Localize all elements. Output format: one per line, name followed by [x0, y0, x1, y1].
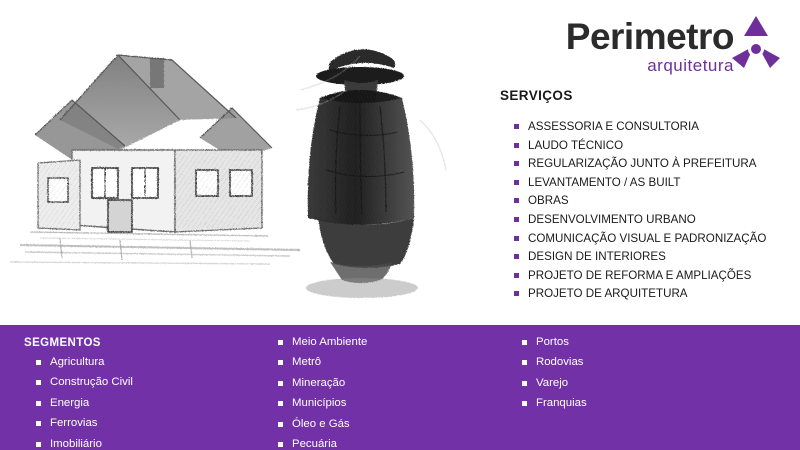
- logo-subtitle: arquitetura: [647, 56, 734, 75]
- segment-item: Rodovias: [520, 357, 587, 377]
- service-item: LAUDO TÉCNICO: [514, 140, 796, 159]
- segment-item: Imobiliário: [34, 439, 133, 450]
- service-item: ASSESSORIA E CONSULTORIA: [514, 121, 796, 140]
- segment-item: Franquias: [520, 398, 587, 418]
- segment-item: Pecuária: [276, 439, 367, 450]
- sketch-illustration: [0, 0, 470, 318]
- services-section: [500, 88, 796, 307]
- segment-item: Portos: [520, 337, 587, 357]
- segments-column-3: [520, 337, 587, 419]
- segment-item: Óleo e Gás: [276, 419, 367, 439]
- segment-item: Municípios: [276, 398, 367, 418]
- figure-sketch: [306, 49, 418, 298]
- segment-item: Agricultura: [34, 357, 133, 377]
- service-item: PROJETO DE REFORMA E AMPLIAÇÕES: [514, 270, 796, 289]
- segment-item: Metrô: [276, 357, 367, 377]
- services-title: SERVIÇOS: [500, 88, 573, 103]
- segments-title: SEGMENTOS: [24, 337, 101, 349]
- segment-item: Energia: [34, 398, 133, 418]
- service-item: DESENVOLVIMENTO URBANO: [514, 214, 796, 233]
- segment-item: Ferrovias: [34, 418, 133, 438]
- logo-name: Perimetro: [565, 16, 734, 57]
- service-item: LEVANTAMENTO / AS BUILT: [514, 177, 796, 196]
- segment-item: Meio Ambiente: [276, 337, 367, 357]
- service-item: OBRAS: [514, 195, 796, 214]
- sketch-artwork: [0, 0, 470, 318]
- service-item: REGULARIZAÇÃO JUNTO À PREFEITURA: [514, 158, 796, 177]
- segments-band: [0, 325, 800, 450]
- segment-item: Varejo: [520, 378, 587, 398]
- house-sketch: [30, 55, 272, 260]
- segments-column-2: [276, 337, 367, 450]
- service-item: PROJETO DE ARQUITETURA: [514, 288, 796, 307]
- segment-item: Construção Civil: [34, 377, 133, 397]
- service-item: COMUNICAÇÃO VISUAL E PADRONIZAÇÃO: [514, 233, 796, 252]
- logo-text-block: [566, 18, 734, 74]
- segment-item: Mineração: [276, 378, 367, 398]
- brand-logo: [526, 10, 786, 86]
- triskelion-logo-icon: [728, 14, 784, 78]
- service-item: DESIGN DE INTERIORES: [514, 251, 796, 270]
- segments-column-1: [34, 357, 133, 450]
- services-list: [500, 121, 796, 307]
